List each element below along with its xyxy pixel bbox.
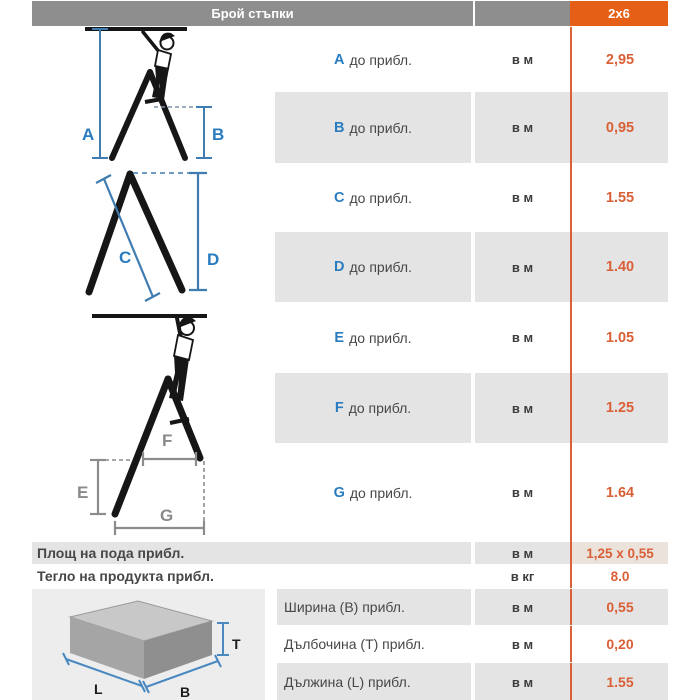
row-label: до прибл. <box>349 189 412 206</box>
summary-unit: в м <box>475 542 570 564</box>
row-value: 2,95 <box>570 27 668 92</box>
row-value: 1.64 <box>570 443 668 542</box>
row-letter: A <box>334 51 345 68</box>
dim-label-e: E <box>77 483 89 502</box>
box-row-label: Дължина (L) прибл. <box>277 663 473 700</box>
box-row-unit: в м <box>475 663 570 700</box>
dim-e-line <box>90 460 106 514</box>
unit-column-header <box>475 1 570 26</box>
dim-a-line <box>92 29 108 158</box>
box-row-label: Дълбочина (T) прибл. <box>277 626 473 662</box>
dimension-rows <box>275 27 668 542</box>
row-letter: G <box>333 484 345 501</box>
row-unit: в м <box>475 232 570 302</box>
dim-f-line <box>143 452 196 466</box>
row-label: до прибл. <box>349 119 412 136</box>
table-row-e <box>275 302 668 373</box>
dim-label-a: A <box>82 125 95 144</box>
row-letter: F <box>334 400 344 416</box>
row-letter: B <box>334 119 345 136</box>
table-row-b <box>275 92 668 163</box>
row-label: до прибл. <box>349 51 412 68</box>
row-value: 0,95 <box>570 92 668 163</box>
width-row <box>277 589 668 625</box>
box-row-label: Ширина (B) прибл. <box>277 589 473 625</box>
row-label: до прибл. <box>349 484 413 501</box>
steps-count-header: Брой стъпки <box>32 1 473 26</box>
row-unit: в м <box>475 302 570 373</box>
row-label: до прибл. <box>348 400 412 416</box>
box-row-unit: в м <box>475 626 570 662</box>
row-value: 1.25 <box>570 373 668 443</box>
variant-header-cell: 2x6 <box>570 1 668 26</box>
row-unit: в м <box>475 373 570 443</box>
row-unit: в м <box>475 163 570 232</box>
box-row-value: 0,55 <box>570 589 668 625</box>
row-label: до прибл. <box>349 259 412 275</box>
row-letter: D <box>334 259 345 275</box>
length-row <box>277 663 668 700</box>
dim-label-b: B <box>180 684 191 700</box>
person-figure <box>169 317 196 401</box>
box-row-value: 0,20 <box>570 626 668 662</box>
dim-label-b: B <box>212 125 225 144</box>
package-dimension-rows <box>277 589 668 700</box>
table-row-f <box>275 373 668 443</box>
table-row-d <box>275 232 668 302</box>
dim-label-d: D <box>207 250 220 269</box>
dim-label-f: F <box>162 431 173 450</box>
ladder-diagram-ab <box>32 22 275 164</box>
dim-label-t: T <box>232 636 241 652</box>
summary-label: Площ на пода прибл. <box>32 542 473 564</box>
ladder-shape <box>89 174 182 292</box>
box-row-unit: в м <box>475 589 570 625</box>
row-letter: C <box>334 189 345 206</box>
dim-t-line <box>217 623 229 655</box>
table-row-a <box>275 27 668 92</box>
dim-label-c: C <box>119 248 132 267</box>
summary-value: 8.0 <box>570 564 668 588</box>
product-weight-row <box>32 564 668 588</box>
ladder-shape <box>112 72 185 158</box>
ladder-shape <box>115 379 200 514</box>
dim-label-g: G <box>160 506 174 525</box>
summary-value: 1,25 x 0,55 <box>570 542 668 564</box>
depth-row <box>277 626 668 662</box>
box-row-value: 1.55 <box>570 663 668 700</box>
dim-label-l: L <box>94 681 103 697</box>
summary-rows <box>32 542 668 588</box>
row-unit: в м <box>475 443 570 542</box>
row-unit: в м <box>475 92 570 163</box>
floor-area-row <box>32 542 668 564</box>
table-row-c <box>275 163 668 232</box>
box-diagram <box>32 589 265 700</box>
package-diagram-panel <box>32 589 265 700</box>
row-value: 1.55 <box>570 163 668 232</box>
row-value: 1.05 <box>570 302 668 373</box>
row-value: 1.40 <box>570 232 668 302</box>
table-row-g <box>275 443 668 542</box>
row-unit: в м <box>475 27 570 92</box>
ladder-diagram-efg <box>32 308 275 542</box>
summary-label: Тегло на продукта прибл. <box>32 564 473 588</box>
dim-d-line <box>189 173 207 290</box>
dim-b-line <box>196 107 212 158</box>
summary-unit: в кг <box>475 564 570 588</box>
row-label: до прибл. <box>349 329 412 346</box>
row-letter: E <box>334 329 345 346</box>
ladder-diagram-cd <box>32 165 275 305</box>
